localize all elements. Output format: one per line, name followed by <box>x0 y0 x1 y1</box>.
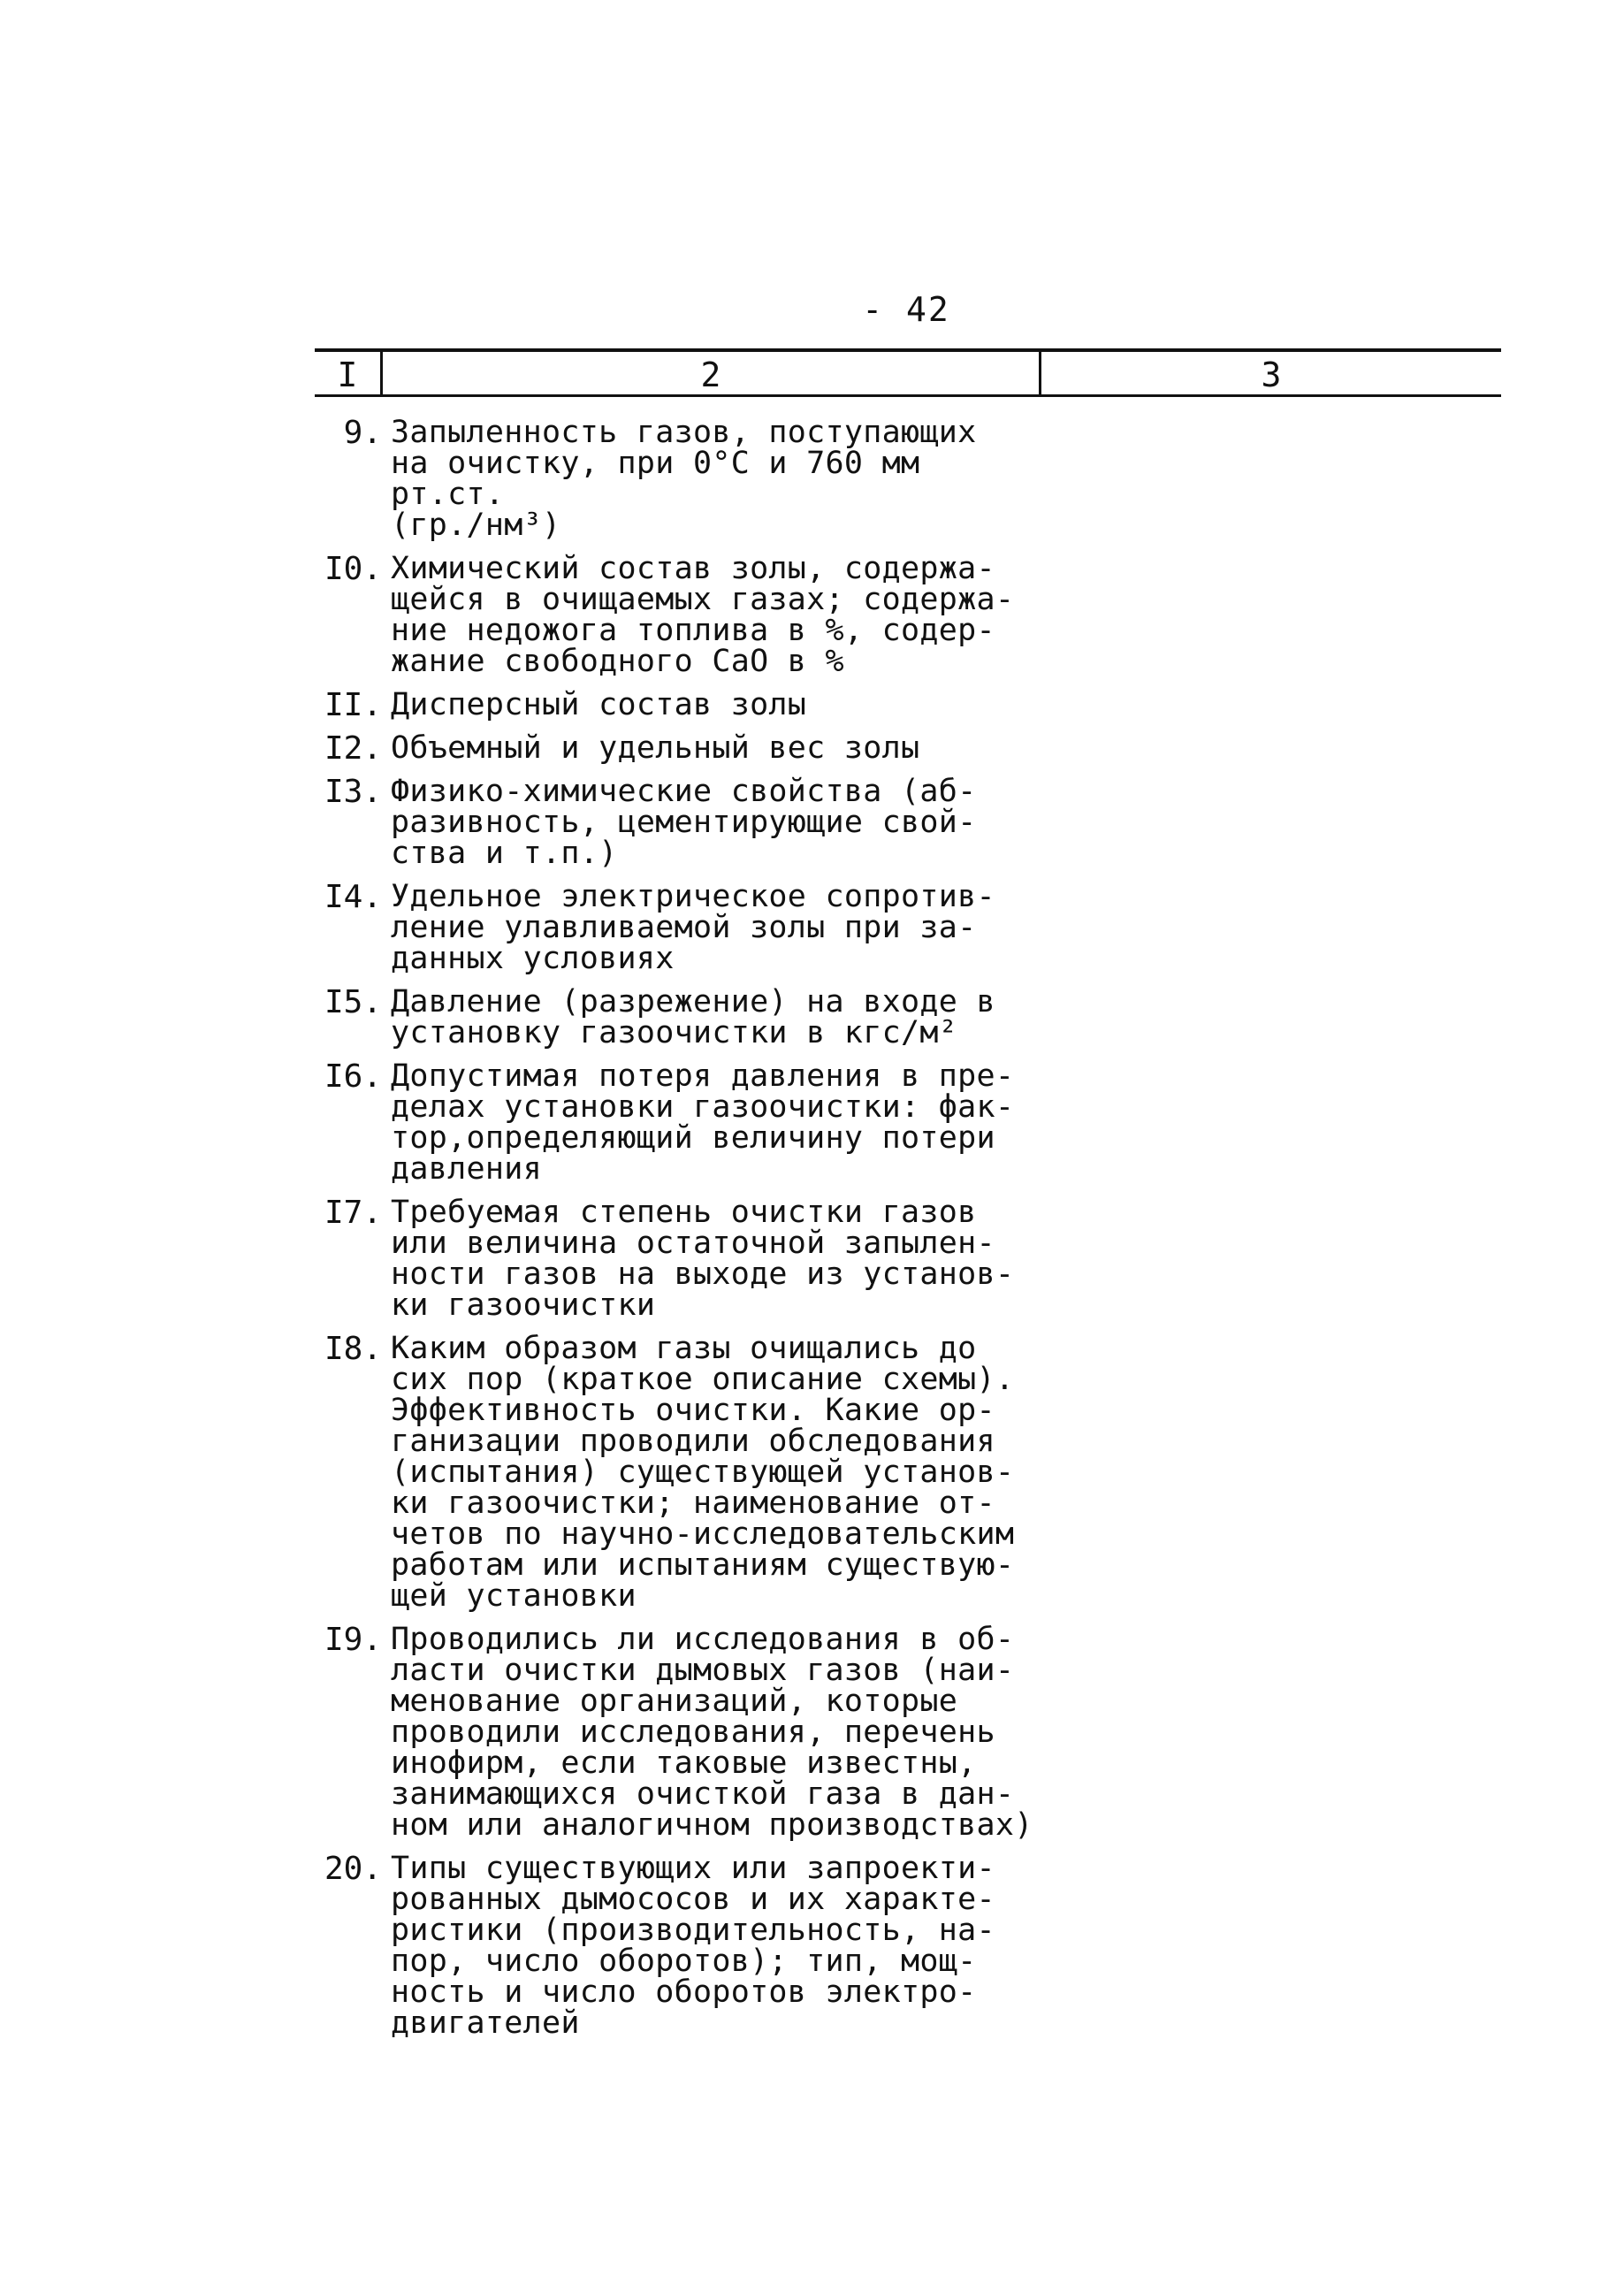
item-text: Запыленность газов, поступающих на очистку, при 0°С и 760 мм рт.ст. (гр./нм³) <box>391 415 977 543</box>
list-item <box>315 984 1040 1050</box>
list-item <box>315 730 1040 767</box>
item-text: Типы существующих или запроекти- рованных дымососов и их характе- ристики (производительность, на- пор, число оборотов); тип, мощ- ность и число оборотов электро- двигателей <box>391 1851 995 2041</box>
list-item <box>315 1058 1040 1187</box>
item-text: Проводились ли исследования в об- ласти очистки дымовых газов (наи- менование организаций, которые проводили исследования, перечень инофирм, если таковые известны, занимающихся очисткой газа в дан- ном или аналогичном производствах) <box>391 1622 1033 1843</box>
item-number: I8. <box>324 1331 382 1367</box>
list-item <box>315 1853 1040 2039</box>
item-number: II. <box>324 687 382 723</box>
item-number: I2. <box>324 730 382 767</box>
item-list <box>315 417 1040 2051</box>
item-text: Требуемая степень очистки газов или величина остаточной запылен- ности газов на выходе из установ- ки газоочистки <box>391 1195 1015 1323</box>
item-number: I3. <box>324 774 382 810</box>
column-header-2: 2 <box>700 355 721 394</box>
list-item <box>315 879 1040 976</box>
item-text: Давление (разрежение) на входе в установку газоочистки в кгс/м² <box>391 984 995 1050</box>
item-number: 9. <box>343 415 382 451</box>
list-item <box>315 551 1040 679</box>
item-number: I9. <box>324 1622 382 1658</box>
item-number: I7. <box>324 1195 382 1231</box>
list-item <box>315 1333 1040 1612</box>
list-item <box>315 687 1040 723</box>
column-header-3: 3 <box>1261 355 1282 394</box>
item-text: Каким образом газы очищались до сих пор (краткое описание схемы). Эффективность очистки. Какие ор- ганизации проводили обследования (испытания) существующей установ- ки газоочистки; наименование от- четов по научно-исследовательским работам или испытаниям существую- щей установки <box>391 1331 1015 1614</box>
item-text: Объемный и удельный вес золы <box>391 730 920 766</box>
list-item <box>315 417 1040 541</box>
list-item <box>315 776 1040 869</box>
table-top-rule <box>315 348 1501 352</box>
item-text: Дисперсный состав золы <box>391 687 807 722</box>
item-number: I5. <box>324 984 382 1020</box>
item-text: Допустимая потеря давления в пре- делах установки газоочистки: фак- тор,определяющий величину потери давления <box>391 1058 1015 1187</box>
item-number: I0. <box>324 551 382 587</box>
item-text: Удельное электрическое сопротив- ление улавливаемой золы при за- данных условиях <box>391 879 995 976</box>
item-number: I6. <box>324 1058 382 1095</box>
table-header-rule <box>315 394 1501 397</box>
list-item <box>315 1197 1040 1321</box>
list-item <box>315 1624 1040 1841</box>
column-header-1: I <box>337 355 358 394</box>
page-number: - 42 <box>862 290 950 329</box>
item-number: 20. <box>324 1851 382 1887</box>
item-number: I4. <box>324 879 382 915</box>
item-text: Химический состав золы, содержа- щейся в очищаемых газах; содержа- ние недожога топлива в %, содер- жание свободного СаО в % <box>391 551 1015 679</box>
item-text: Физико-химические свойства (аб- разивность, цементирующие свой- ства и т.п.) <box>391 774 977 871</box>
